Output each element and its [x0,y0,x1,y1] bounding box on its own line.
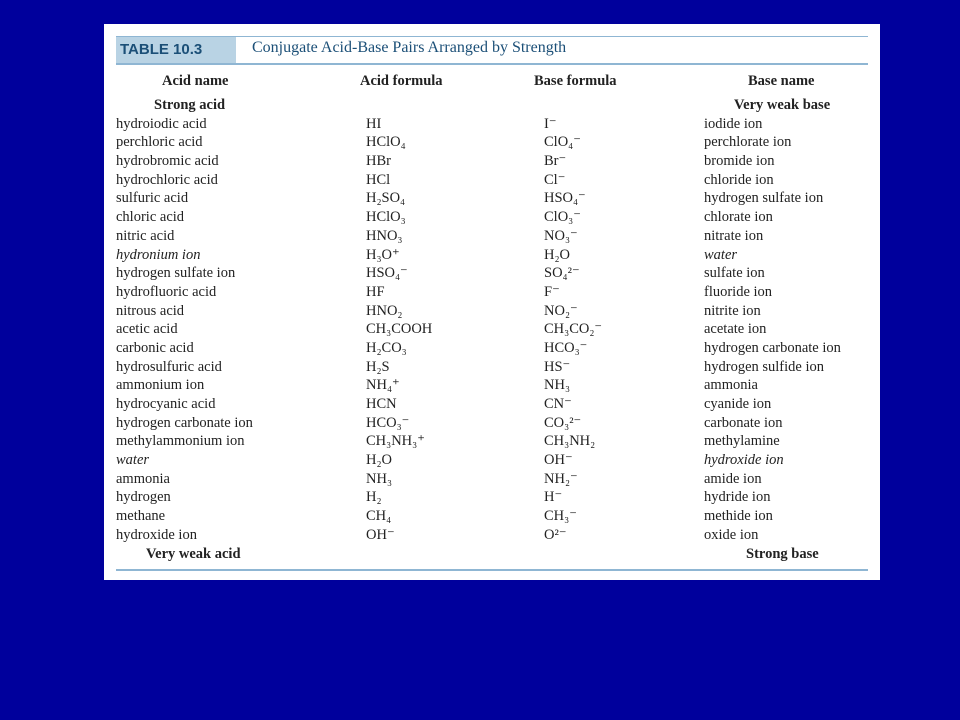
table-row [104,358,880,377]
table-row [104,488,880,507]
strong-acid-label: Strong acid [154,97,226,113]
acid-formula-cell: CH₄ [366,508,392,525]
base-formula-cell: ClO₃⁻ [544,209,581,226]
base-name-cell: carbonate ion [704,414,783,431]
table-row [104,246,880,265]
base-name-cell: hydride ion [704,489,771,506]
base-name-cell: hydrogen sulfate ion [704,190,824,207]
base-name-cell: ammonia [704,377,758,394]
base-name-cell: iodide ion [704,115,763,132]
acid-formula-cell: CH₃COOH [366,321,433,338]
base-name-cell: water [704,246,738,263]
table-number-label: TABLE 10.3 [116,37,236,63]
header-rule-bottom [116,63,868,65]
table-row [104,302,880,321]
base-name-cell: hydrogen sulfide ion [704,358,825,375]
base-formula-cell: O²⁻ [544,526,567,543]
acid-formula-cell: H₂CO₃ [366,339,407,356]
base-formula-cell: HS⁻ [544,358,571,375]
base-formula-cell: NO₃⁻ [544,227,578,244]
acid-name-cell: hydrobromic acid [116,153,219,170]
acid-name-cell: hydroiodic acid [116,115,207,132]
table-body [104,115,880,545]
acid-name-cell: hydroxide ion [116,526,197,543]
acid-formula-cell: H₂S [366,358,390,375]
acid-formula-cell: HCN [366,396,397,412]
acid-formula-cell: HSO₄⁻ [366,265,408,282]
acid-formula-cell: HClO₃ [366,209,406,226]
base-formula-cell: F⁻ [544,283,560,300]
base-name-cell: chlorate ion [704,209,773,226]
base-name-cell: hydrogen carbonate ion [704,339,841,356]
table-row [104,432,880,451]
table-row [104,451,880,470]
base-formula-cell: ClO₄⁻ [544,134,581,151]
base-name-cell: sulfate ion [704,265,765,282]
acid-name-cell: ammonium ion [116,377,205,394]
table-row [104,133,880,152]
base-formula-cell: H⁻ [544,489,563,506]
base-formula-cell: SO₄²⁻ [544,265,580,282]
base-name-cell: fluoride ion [704,283,773,300]
base-formula-cell: HCO₃⁻ [544,339,588,356]
acid-formula-cell: OH⁻ [366,526,395,543]
base-formula-cell: HSO₄⁻ [544,190,586,207]
acid-name-cell: hydrochloric acid [116,171,218,188]
very-weak-acid-label: Very weak acid [146,545,241,562]
acid-name-cell: carbonic acid [116,339,194,356]
base-formula-cell: Br⁻ [544,153,567,170]
base-name-cell: methylamine [704,433,780,450]
table-row [104,283,880,302]
table-row [104,376,880,395]
table-row [104,470,880,489]
table-row [104,264,880,283]
base-formula-cell: CH₃NH₂ [544,433,596,450]
base-formula-cell: CN⁻ [544,396,572,412]
base-name-cell: oxide ion [704,526,759,543]
acid-formula-cell: HCl [366,171,391,188]
base-formula-cell: NH₃ [544,377,570,394]
table-row [104,189,880,208]
base-formula-cell: CH₃⁻ [544,508,577,525]
acid-formula-cell: HF [366,283,385,300]
acid-name-cell: hydrocyanic acid [116,396,216,412]
table-row [104,115,880,134]
table-bottom-rule [116,569,868,571]
acid-name-cell: hydrogen sulfate ion [116,265,236,282]
base-name-cell: methide ion [704,508,773,525]
base-formula-cell: CH₃CO₂⁻ [544,321,603,338]
acid-formula-cell: HBr [366,153,391,170]
table-row [104,171,880,190]
acid-name-cell: water [116,452,150,469]
base-formula-cell: Cl⁻ [544,171,566,188]
table-row [104,339,880,358]
table-row [104,395,880,414]
table-row [104,414,880,433]
acid-name-cell: nitric acid [116,227,175,244]
table-caption: Conjugate Acid-Base Pairs Arranged by Strength [252,39,567,56]
acid-name-cell: methylammonium ion [116,433,245,450]
acid-formula-cell: CH₃NH₃⁺ [366,433,425,450]
base-name-cell: nitrate ion [704,227,764,244]
acid-name-cell: acetic acid [116,321,178,338]
base-formula-cell: I⁻ [544,115,557,132]
acid-name-cell: perchloric acid [116,134,203,151]
acid-name-cell: methane [116,508,166,525]
base-name-cell: bromide ion [704,153,775,170]
base-formula-cell: NO₂⁻ [544,302,578,319]
acid-formula-cell: HNO₃ [366,227,403,244]
table-row [104,320,880,339]
very-weak-base-label: Very weak base [734,97,831,113]
acid-name-cell: hydrosulfuric acid [116,358,222,375]
table-row [104,507,880,526]
acid-name-cell: hydronium ion [116,246,201,263]
base-name-cell: acetate ion [704,321,767,338]
acid-name-cell: hydrogen carbonate ion [116,414,253,431]
base-name-cell: hydroxide ion [704,452,784,469]
acid-formula-cell: NH₄⁺ [366,377,400,394]
acid-base-table [104,66,880,563]
base-name-cell: chloride ion [704,171,774,188]
acid-formula-cell: H₂O [366,452,392,469]
table-row [104,152,880,171]
base-name-cell: amide ion [704,470,762,487]
acid-formula-cell: HCO₃⁻ [366,414,410,431]
strong-base-label: Strong base [746,545,819,562]
acid-name-cell: ammonia [116,470,170,487]
column-header-row [104,66,880,96]
table-row [104,227,880,246]
header-base-name: Base name [748,73,815,89]
table-panel [104,24,880,580]
acid-formula-cell: NH₃ [366,470,392,487]
header-acid-formula: Acid formula [360,73,443,89]
acid-name-cell: hydrofluoric acid [116,283,217,300]
table-row [104,526,880,545]
header-acid-name: Acid name [162,73,229,89]
acid-formula-cell: H₂SO₄ [366,190,406,207]
strength-label-row-top [104,96,880,115]
acid-name-cell: chloric acid [116,209,185,226]
base-formula-cell: OH⁻ [544,452,573,469]
header-base-formula: Base formula [534,73,617,89]
base-name-cell: perchlorate ion [704,134,792,151]
acid-name-cell: hydrogen [116,489,171,506]
base-formula-cell: H₂O [544,246,570,263]
acid-formula-cell: HClO₄ [366,134,406,151]
base-name-cell: nitrite ion [704,302,761,319]
acid-formula-cell: HNO₂ [366,302,403,319]
strength-label-row-bottom [104,545,880,564]
acid-formula-cell: H₂ [366,489,382,506]
table-row [104,208,880,227]
base-formula-cell: CO₃²⁻ [544,414,582,431]
acid-formula-cell: H₃O⁺ [366,246,400,263]
acid-name-cell: nitrous acid [116,302,185,319]
acid-formula-cell: HI [366,115,382,132]
acid-name-cell: sulfuric acid [116,190,189,207]
base-formula-cell: NH₂⁻ [544,470,578,487]
base-name-cell: cyanide ion [704,396,772,412]
